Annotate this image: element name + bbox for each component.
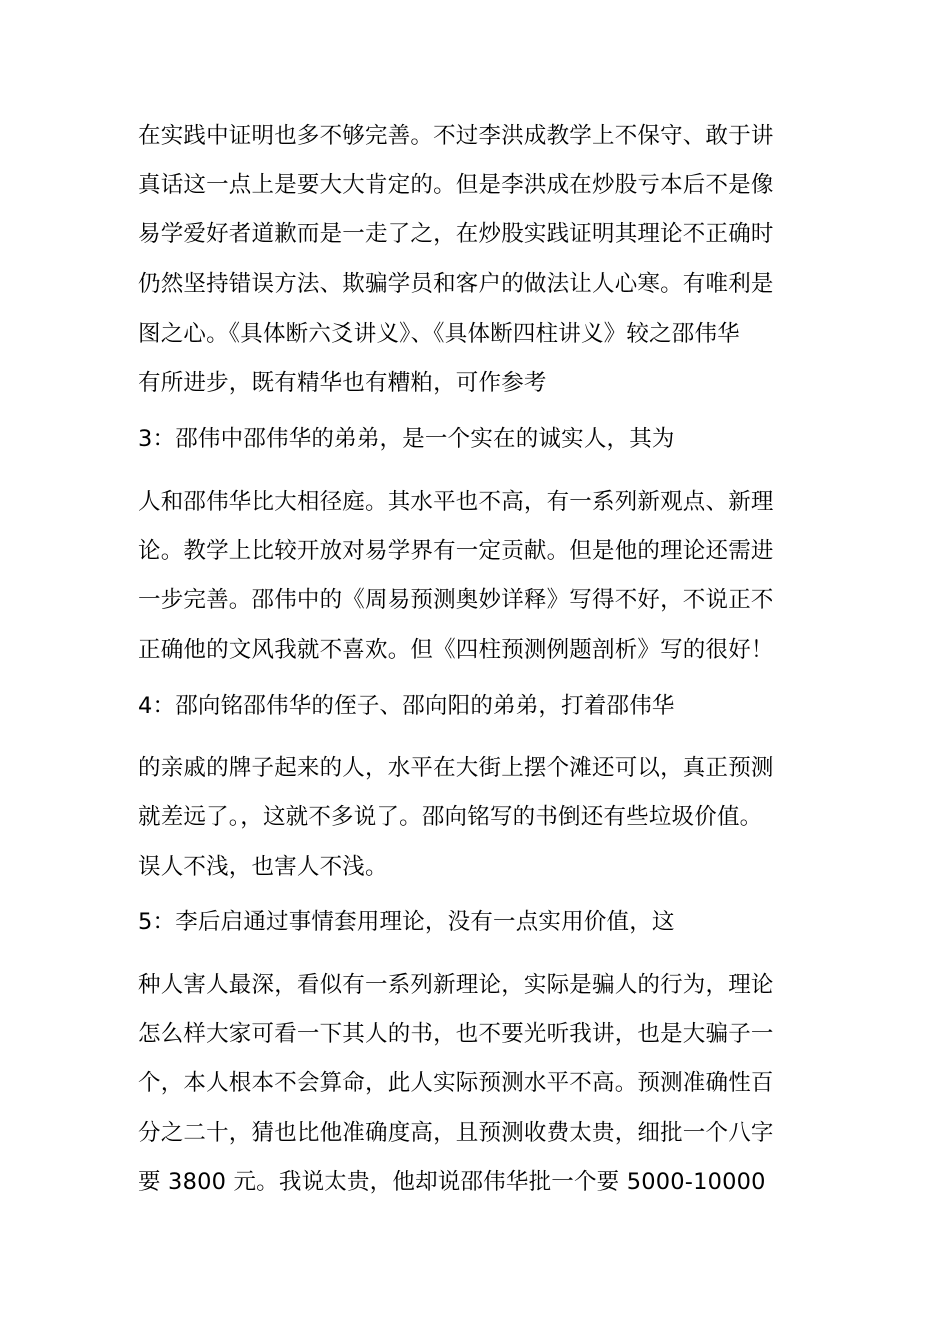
- section-heading-4: 4：邵向铭邵伟华的侄子、邵向阳的弟弟，打着邵伟华: [138, 693, 675, 719]
- text-line: 论。教学上比较开放对易学界有一定贡献。但是他的理论还需进: [138, 538, 774, 564]
- text-line: 分之二十，猜也比他准确度高，且预测收费太贵，细批一个八字: [138, 1120, 774, 1146]
- text-line: 易学爱好者道歉而是一走了之，在炒股实践证明其理论不正确时: [138, 221, 774, 247]
- section-heading-5: 5：李后启通过事情套用理论，没有一点实用价值，这: [138, 909, 675, 935]
- text-line: 种人害人最深，看似有一系列新理论，实际是骗人的行为，理论: [138, 972, 774, 998]
- text-line: 仍然坚持错误方法、欺骗学员和客户的做法让人心寒。有唯利是: [138, 271, 774, 297]
- text-line: 怎么样大家可看一下其人的书，也不要光听我讲，也是大骗子一: [138, 1021, 774, 1047]
- text-line: 真话这一点上是要大大肯定的。但是李洪成在炒股亏本后不是像: [138, 172, 774, 198]
- text-line: 一步完善。邵伟中的《周易预测奥妙详释》写得不好，不说正不: [138, 587, 774, 613]
- text-line: 要 3800 元。我说太贵，他却说邵伟华批一个要 5000-10000: [138, 1169, 766, 1195]
- text-line: 在实践中证明也多不够完善。不过李洪成教学上不保守、敢于讲: [138, 123, 774, 149]
- text-line: 误人不浅，也害人不浅。: [138, 854, 388, 880]
- section-heading-3: 3：邵伟中邵伟华的弟弟，是一个实在的诚实人，其为: [138, 426, 675, 452]
- text-line: 有所进步，既有精华也有糟粕，可作参考: [138, 370, 547, 396]
- text-line: 图之心。《具体断六爻讲义》、《具体断四柱讲义》较之邵伟华: [138, 321, 740, 347]
- text-line: 的亲戚的牌子起来的人，水平在大街上摆个滩还可以，真正预测: [138, 755, 774, 781]
- text-line: 就差远了。，这就不多说了。邵向铭写的书倒还有些垃圾价值。: [138, 804, 763, 830]
- text-line: 正确他的文风我就不喜欢。但《四柱预测例题剖析》写的很好！: [138, 637, 774, 663]
- text-line: 人和邵伟华比大相径庭。其水平也不高，有一系列新观点、新理: [138, 489, 774, 515]
- text-line: 个，本人根本不会算命，此人实际预测水平不高。预测准确性百: [138, 1070, 774, 1096]
